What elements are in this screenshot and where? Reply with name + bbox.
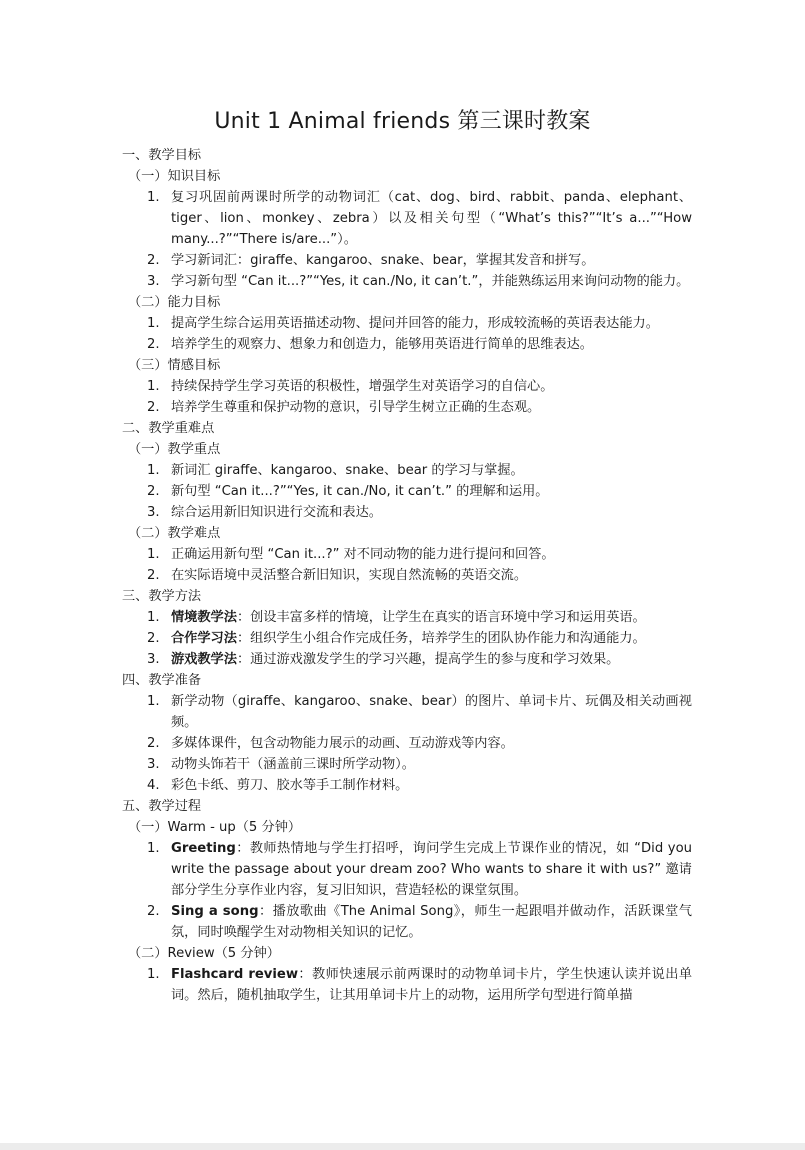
item-number: 3. — [147, 274, 160, 289]
item-text: ：创设丰富多样的情境，让学生在真实的语言环境中学习和运用英语。 — [236, 610, 646, 625]
list-item — [122, 502, 692, 523]
list-item — [122, 397, 692, 418]
item-text: 学习新句型 “Can it...?”“Yes, it can./No, it can’t.”，并能熟练运用来询问动物的能力。 — [171, 274, 690, 289]
item-number: 1. — [147, 694, 160, 709]
item-text: 学习新词汇：giraffe、kangaroo、snake、bear，掌握其发音和拼写。 — [171, 253, 595, 268]
item-number: 2. — [147, 568, 160, 583]
item-text: 多媒体课件，包含动物能力展示的动画、互动游戏等内容。 — [171, 736, 514, 751]
item-number: 1. — [147, 316, 160, 331]
list-item — [122, 628, 692, 649]
item-text: 综合运用新旧知识进行交流和表达。 — [171, 505, 382, 520]
item-number: 2. — [147, 337, 160, 352]
item-text: 新词汇 giraffe、kangaroo、snake、bear 的学习与掌握。 — [171, 463, 524, 478]
item-bold-label: 情境教学法 — [171, 610, 237, 625]
list-item — [122, 775, 692, 796]
item-text: ：教师热情地与学生打招呼，询问学生完成上节课作业的情况，如 “Did you write the passage about your dream zoo? Who wants to share it with us?” 邀请部分学生分享作业内容，复习旧知识，营造轻松的课堂氛围。 — [171, 841, 692, 898]
list-item — [122, 838, 692, 901]
item-number: 3. — [147, 652, 160, 667]
item-text: 彩色卡纸、剪刀、胶水等手工制作材料。 — [171, 778, 409, 793]
section-heading: 一、教学目标 — [122, 148, 202, 163]
section-heading: 四、教学准备 — [122, 673, 202, 688]
item-text: 提高学生综合运用英语描述动物、提问并回答的能力，形成较流畅的英语表达能力。 — [171, 316, 659, 331]
item-text: 动物头饰若干（涵盖前三课时所学动物）。 — [171, 757, 415, 772]
item-number: 2. — [147, 253, 160, 268]
list-item — [122, 250, 692, 271]
list-item — [122, 271, 692, 292]
list-item — [122, 901, 692, 943]
subsection-heading: （二）Review（5 分钟） — [128, 946, 280, 961]
item-number: 3. — [147, 757, 160, 772]
item-bold-label: Sing a song — [171, 904, 259, 919]
item-number: 1. — [147, 547, 160, 562]
subsection-heading: （一）知识目标 — [128, 169, 221, 184]
subsection-heading: （二）能力目标 — [128, 295, 221, 310]
list-item — [122, 481, 692, 502]
item-number: 2. — [147, 904, 160, 919]
list-item — [122, 334, 692, 355]
item-number: 2. — [147, 400, 160, 415]
item-number: 3. — [147, 505, 160, 520]
list-item — [122, 565, 692, 586]
item-text: 正确运用新句型 “Can it...?” 对不同动物的能力进行提问和回答。 — [171, 547, 555, 562]
section-heading: 二、教学重难点 — [122, 421, 215, 436]
item-bold-label: Flashcard review — [171, 967, 299, 982]
item-number: 2. — [147, 631, 160, 646]
item-number: 1. — [147, 379, 160, 394]
section-heading: 五、教学过程 — [122, 799, 202, 814]
item-bold-label: 合作学习法 — [171, 631, 237, 646]
item-text: ：组织学生小组合作完成任务，培养学生的团队协作能力和沟通能力。 — [236, 631, 646, 646]
item-number: 4. — [147, 778, 160, 793]
list-item — [122, 376, 692, 397]
item-text: 新学动物（giraffe、kangaroo、snake、bear）的图片、单词卡片、玩偶及相关动画视频。 — [171, 694, 692, 730]
item-text: ：播放歌曲《The Animal Song》，师生一起跟唱并做动作，活跃课堂气氛，同时唤醒学生对动物相关知识的记忆。 — [171, 904, 692, 940]
list-item — [122, 754, 692, 775]
item-number: 2. — [147, 736, 160, 751]
list-item — [122, 649, 692, 670]
item-text: ：教师快速展示前两课时的动物单词卡片，学生快速认读并说出单词。然后，随机抽取学生，让其用单词卡片上的动物，运用所学句型进行简单描 — [171, 967, 693, 1003]
list-item — [122, 691, 692, 733]
document-body — [122, 145, 692, 1006]
item-text: 在实际语境中灵活整合新旧知识，实现自然流畅的英语交流。 — [171, 568, 528, 583]
item-text: 持续保持学生学习英语的积极性，增强学生对英语学习的自信心。 — [171, 379, 554, 394]
subsection-heading: （三）情感目标 — [128, 358, 221, 373]
item-number: 1. — [147, 190, 160, 205]
list-item — [122, 187, 692, 250]
section-heading: 三、教学方法 — [122, 589, 202, 604]
item-bold-label: 游戏教学法 — [171, 652, 237, 667]
list-item — [122, 460, 692, 481]
item-number: 2. — [147, 484, 160, 499]
item-text: 培养学生尊重和保护动物的意识，引导学生树立正确的生态观。 — [171, 400, 541, 415]
list-item — [122, 733, 692, 754]
item-text: 新句型 “Can it...?”“Yes, it can./No, it can’t.” 的理解和运用。 — [171, 484, 549, 499]
list-item — [122, 313, 692, 334]
item-number: 1. — [147, 610, 160, 625]
item-number: 1. — [147, 967, 160, 982]
item-number: 1. — [147, 841, 160, 856]
document-title: Unit 1 Animal friends 第三课时教案 — [214, 109, 591, 134]
subsection-heading: （一）教学重点 — [128, 442, 221, 457]
item-text: 培养学生的观察力、想象力和创造力，能够用英语进行简单的思维表达。 — [171, 337, 593, 352]
item-text: 复习巩固前两课时所学的动物词汇（cat、dog、bird、rabbit、panda、elephant、tiger、lion、monkey、zebra）以及相关句型（“What’s this?”“It’s a...”“How many...?”“There is/are...”）。 — [171, 190, 692, 247]
item-number: 1. — [147, 463, 160, 478]
list-item — [122, 964, 692, 1006]
item-bold-label: Greeting — [171, 841, 236, 856]
list-item — [122, 607, 692, 628]
subsection-heading: （二）教学难点 — [128, 526, 221, 541]
item-text: ：通过游戏激发学生的学习兴趣，提高学生的参与度和学习效果。 — [236, 652, 620, 667]
list-item — [122, 544, 692, 565]
subsection-heading: （一）Warm - up（5 分钟） — [128, 820, 302, 835]
